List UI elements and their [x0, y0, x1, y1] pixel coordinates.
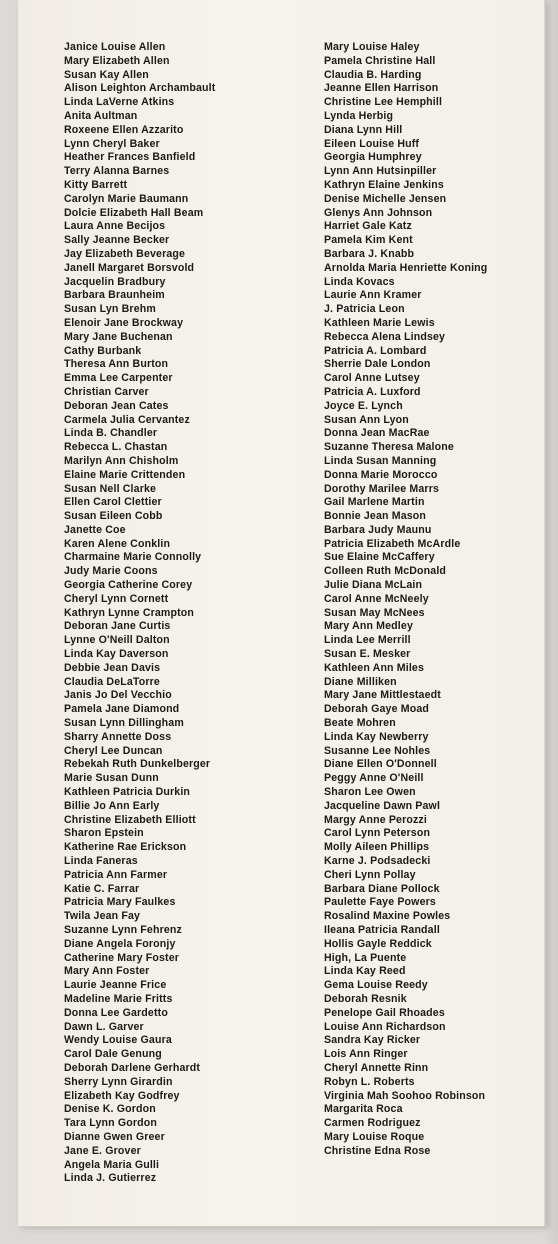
- name-entry: Lynn Cheryl Baker: [64, 137, 160, 150]
- name-entry: Jane E. Grover: [64, 1144, 141, 1157]
- name-entry: Suzanne Lynn Fehrenz: [64, 924, 182, 936]
- name-entry: Patricia Mary Faulkes: [64, 896, 176, 909]
- name-entry: Carol Anne Lutsey: [324, 372, 420, 385]
- name-entry: Claudia DeLaTorre: [64, 675, 160, 688]
- name-entry: Janis Jo Del Vecchio: [64, 689, 172, 702]
- name-entry: Susan E. Mesker: [324, 648, 411, 661]
- name-entry: Barbara Judy Maunu: [324, 523, 432, 536]
- name-entry: Dolcie Elizabeth Hall Beam: [64, 206, 204, 219]
- name-entry: Jeanne Ellen Harrison: [324, 82, 439, 95]
- name-entry: Deborah Resnik: [324, 992, 407, 1005]
- name-entry: Colleen Ruth McDonald: [324, 565, 447, 578]
- name-entry: Linda Kay Newberry: [324, 730, 429, 743]
- name-entry: Sandra Kay Ricker: [324, 1034, 421, 1047]
- name-entry: Linda Susan Manning: [324, 454, 437, 467]
- name-entry: Gema Louise Reedy: [324, 979, 428, 992]
- name-entry: Susanne Lee Nohles: [324, 744, 431, 757]
- name-entry: Pamela Jane Diamond: [64, 703, 180, 716]
- name-entry: Hollis Gayle Reddick: [324, 937, 432, 950]
- name-entry: Margarita Roca: [324, 1103, 403, 1116]
- name-entry: Rosalind Maxine Powles: [324, 910, 451, 923]
- name-entry: Jacqueline Dawn Pawl: [324, 799, 441, 812]
- name-entry: Lynda Herbig: [324, 109, 394, 122]
- name-entry: Carol Anne McNeely: [324, 592, 429, 605]
- name-entry: Pamela Christine Hall: [324, 54, 436, 67]
- name-entry: Linda Faneras: [64, 855, 138, 868]
- name-entry: Dianne Gwen Greer: [64, 1130, 165, 1143]
- name-entry: Lois Ann Ringer: [324, 1048, 408, 1061]
- name-entry: Mary Ann Medley: [324, 620, 413, 633]
- name-entry: Katherine Rae Erickson: [64, 841, 187, 854]
- name-entry: Terry Alanna Barnes: [64, 165, 170, 178]
- name-entry: Debbie Jean Davis: [64, 661, 161, 674]
- name-entry: Christian Carver: [64, 385, 149, 398]
- name-entry: Kathleen Patricia Durkin: [64, 786, 191, 799]
- name-entry: Peggy Anne O'Neill: [324, 772, 424, 785]
- name-entry: Susan Lyn Brehm: [64, 303, 156, 316]
- name-entry: Lynne O'Neill Dalton: [64, 634, 170, 647]
- name-entry: Carol Dale Genung: [64, 1048, 162, 1061]
- name-entry: Jacquelin Bradbury: [64, 275, 166, 288]
- name-entry: Deboran Jean Cates: [64, 399, 169, 412]
- name-entry: Julie Diana McLain: [324, 579, 423, 592]
- name-entry: Billie Jo Ann Early: [64, 799, 160, 812]
- name-entry: Karen Alene Conklin: [64, 537, 171, 550]
- name-entry: High, La Puente: [324, 951, 407, 964]
- name-entry: Arnolda Maria Henriette Koning: [324, 261, 488, 274]
- name-entry: Louise Ann Richardson: [324, 1020, 446, 1033]
- name-entry: Christine Edna Rose: [324, 1144, 431, 1157]
- name-entry: Sharry Annette Doss: [64, 730, 172, 743]
- name-entry: Patricia Ann Farmer: [64, 868, 168, 881]
- name-entry: Susan Ann Lyon: [324, 413, 409, 426]
- name-entry: Linda Kay Daverson: [64, 648, 169, 661]
- name-entry: Sharon Epstein: [64, 827, 144, 840]
- name-entry: Susan May McNees: [324, 606, 425, 619]
- name-entry: Rebecca L. Chastan: [64, 441, 168, 454]
- name-entry: Ileana Patricia Randall: [324, 924, 440, 936]
- name-entry: Alison Leighton Archambault: [64, 82, 216, 95]
- name-entry: Theresa Ann Burton: [64, 358, 169, 371]
- name-entry: Christine Lee Hemphill: [324, 96, 443, 109]
- name-entry: Sharon Lee Owen: [324, 786, 416, 799]
- name-entry: Judy Marie Coons: [64, 565, 158, 578]
- name-entry: Jay Elizabeth Beverage: [64, 247, 186, 260]
- name-entry: Denise Michelle Jensen: [324, 192, 447, 205]
- name-entry: Rebekah Ruth Dunkelberger: [64, 758, 211, 771]
- name-entry: Claudia B. Harding: [324, 68, 422, 81]
- name-entry: Beate Mohren: [324, 717, 396, 730]
- name-entry: Georgia Catherine Corey: [64, 579, 193, 592]
- name-entry: Linda Lee Merrill: [324, 634, 411, 647]
- name-entry: Wendy Louise Gaura: [64, 1034, 172, 1047]
- name-entry: Marilyn Ann Chisholm: [64, 454, 179, 467]
- name-entry: Linda LaVerne Atkins: [64, 96, 175, 109]
- name-entry: Glenys Ann Johnson: [324, 206, 433, 219]
- name-entry: Dorothy Marilee Marrs: [324, 482, 440, 495]
- name-entry: Angela Maria Gulli: [64, 1158, 160, 1171]
- name-entry: Joyce E. Lynch: [324, 399, 403, 412]
- name-entry: Susan Eileen Cobb: [64, 510, 163, 523]
- name-entry: Linda B. Chandler: [64, 427, 158, 440]
- name-entry: Robyn L. Roberts: [324, 1075, 415, 1088]
- name-entry: Kathryn Lynne Crampton: [64, 606, 195, 619]
- right-name-column: [324, 41, 487, 1159]
- name-entry: Janell Margaret Borsvold: [64, 261, 195, 274]
- name-entry: Kathleen Ann Miles: [324, 661, 425, 674]
- name-entry: Kitty Barrett: [64, 178, 128, 191]
- name-entry: Patricia A. Lombard: [324, 344, 427, 357]
- page-edge-shadow: [544, 0, 558, 1244]
- name-entry: Paulette Faye Powers: [324, 896, 436, 909]
- name-entry: Diane Angela Foronjy: [64, 937, 176, 950]
- name-entry: Eileen Louise Huff: [324, 137, 420, 150]
- name-entry: Bonnie Jean Mason: [324, 510, 427, 523]
- name-entry: Roxeene Ellen Azzarito: [64, 123, 184, 136]
- name-entry: Diane Milliken: [324, 675, 397, 688]
- name-entry: Mary Jane Buchenan: [64, 330, 173, 343]
- name-entry: Sue Elaine McCaffery: [324, 551, 435, 564]
- name-entry: Tara Lynn Gordon: [64, 1117, 158, 1130]
- name-entry: Elizabeth Kay Godfrey: [64, 1089, 180, 1102]
- name-entry: Charmaine Marie Connolly: [64, 551, 202, 564]
- name-entry: Harriet Gale Katz: [324, 220, 412, 233]
- name-entry: Linda Kovacs: [324, 275, 395, 288]
- name-entry: Donna Marie Morocco: [324, 468, 438, 481]
- name-entry: Catherine Mary Foster: [64, 951, 180, 964]
- name-entry: Madeline Marie Fritts: [64, 992, 173, 1005]
- name-entry: Elenoir Jane Brockway: [64, 316, 184, 329]
- name-entry: Cheri Lynn Pollay: [324, 868, 416, 881]
- left-name-column: [64, 41, 215, 1186]
- name-entry: Mary Louise Haley: [324, 41, 420, 53]
- name-entry: Patricia Elizabeth McArdle: [324, 537, 461, 550]
- name-entry: Denise K. Gordon: [64, 1103, 156, 1116]
- name-entry: Lynn Ann Hutsinpiller: [324, 165, 437, 178]
- name-entry: Deboran Jane Curtis: [64, 620, 171, 633]
- name-entry: Rebecca Alena Lindsey: [324, 330, 446, 343]
- name-entry: Karne J. Podsadecki: [324, 855, 431, 868]
- name-entry: Anita Aultman: [64, 109, 138, 122]
- name-entry: Virginia Mah Soohoo Robinson: [324, 1089, 486, 1102]
- name-entry: Molly Aileen Phillips: [324, 841, 430, 854]
- name-entry: Barbara J. Knabb: [324, 247, 415, 260]
- name-entry: Linda J. Gutierrez: [64, 1172, 157, 1185]
- name-entry: Laura Anne Becijos: [64, 220, 166, 233]
- name-entry: Linda Kay Reed: [324, 965, 406, 978]
- name-entry: Diana Lynn Hill: [324, 123, 403, 136]
- name-entry: Carol Lynn Peterson: [324, 827, 431, 840]
- name-entry: Marie Susan Dunn: [64, 772, 159, 785]
- name-entry: Susan Kay Allen: [64, 68, 149, 81]
- name-entry: Carmen Rodriguez: [324, 1117, 421, 1130]
- name-entry: Carmela Julia Cervantez: [64, 413, 190, 426]
- name-entry: Kathryn Elaine Jenkins: [324, 178, 444, 191]
- name-entry: Janice Louise Allen: [64, 41, 166, 53]
- name-entry: Mary Louise Roque: [324, 1130, 425, 1143]
- name-entry: Laurie Ann Kramer: [324, 289, 422, 302]
- name-entry: Katie C. Farrar: [64, 882, 140, 895]
- name-entry: Diane Ellen O'Donnell: [324, 758, 437, 771]
- name-entry: Margy Anne Perozzi: [324, 813, 427, 826]
- name-entry: Donna Jean MacRae: [324, 427, 430, 440]
- name-entry: Mary Ann Foster: [64, 965, 150, 978]
- document-page: [18, 0, 545, 1226]
- name-entry: Ellen Carol Clettier: [64, 496, 162, 509]
- name-entry: Emma Lee Carpenter: [64, 372, 173, 385]
- name-entry: Mary Elizabeth Allen: [64, 54, 170, 67]
- name-entry: Deborah Gaye Moad: [324, 703, 429, 716]
- name-entry: J. Patricia Leon: [324, 303, 405, 316]
- name-entry: Elaine Marie Crittenden: [64, 468, 186, 481]
- name-entry: Christine Elizabeth Elliott: [64, 813, 196, 826]
- name-entry: Deborah Darlene Gerhardt: [64, 1061, 201, 1074]
- name-entry: Cheryl Annette Rinn: [324, 1061, 429, 1074]
- name-entry: Janette Coe: [64, 523, 126, 536]
- name-entry: Gail Marlene Martin: [324, 496, 425, 509]
- name-entry: Georgia Humphrey: [324, 151, 422, 164]
- name-entry: Donna Lee Gardetto: [64, 1006, 168, 1019]
- name-entry: Cathy Burbank: [64, 344, 142, 357]
- name-entry: Laurie Jeanne Frice: [64, 979, 167, 992]
- name-entry: Heather Frances Banfield: [64, 151, 196, 164]
- name-entry: Barbara Braunheim: [64, 289, 165, 302]
- name-entry: Susan Lynn Dillingham: [64, 717, 184, 730]
- name-entry: Patricia A. Luxford: [324, 385, 421, 398]
- name-entry: Barbara Diane Pollock: [324, 882, 440, 895]
- name-entry: Carolyn Marie Baumann: [64, 192, 189, 205]
- name-entry: Penelope Gail Rhoades: [324, 1006, 445, 1019]
- name-entry: Sherrie Dale London: [324, 358, 431, 371]
- name-entry: Twila Jean Fay: [64, 910, 141, 923]
- name-entry: Sherry Lynn Girardin: [64, 1075, 173, 1088]
- name-entry: Cheryl Lynn Cornett: [64, 592, 169, 605]
- name-entry: Kathleen Marie Lewis: [324, 316, 435, 329]
- name-entry: Suzanne Theresa Malone: [324, 441, 454, 454]
- name-entry: Dawn L. Garver: [64, 1020, 144, 1033]
- name-entry: Cheryl Lee Duncan: [64, 744, 163, 757]
- name-entry: Mary Jane Mittlestaedt: [324, 689, 441, 702]
- name-entry: Susan Nell Clarke: [64, 482, 157, 495]
- name-entry: Pamela Kim Kent: [324, 234, 413, 247]
- name-entry: Sally Jeanne Becker: [64, 234, 170, 247]
